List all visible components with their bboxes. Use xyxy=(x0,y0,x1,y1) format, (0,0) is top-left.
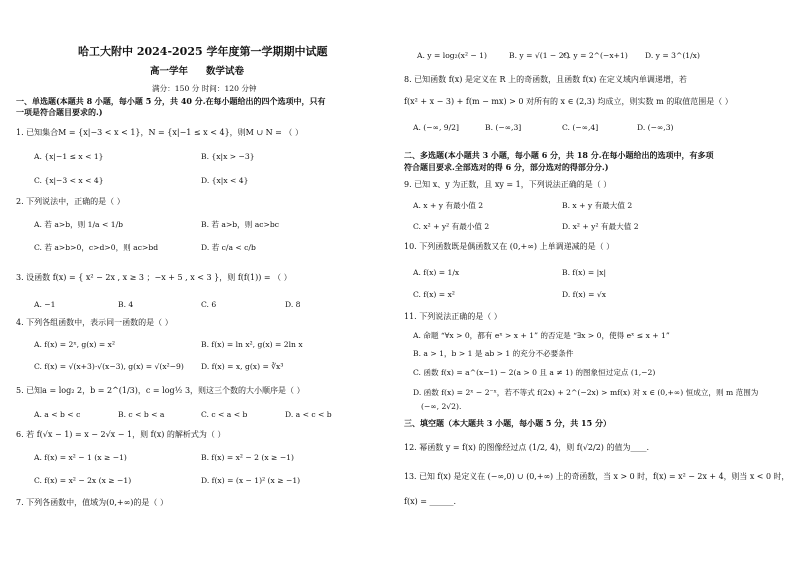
q2-option-a: A. 若 a>b，则 1/a < 1/b xyxy=(34,220,124,229)
exam-title: 哈工大附中 2024-2025 学年度第一学期期中试题 xyxy=(78,45,328,58)
q4-option-d: D. f(x) = x, g(x) = ∛x³ xyxy=(201,362,284,371)
q8-option-d: D. (−∞,3) xyxy=(637,123,674,132)
q6-option-a: A. f(x) = x² − 1 (x ≥ −1) xyxy=(34,453,127,462)
q7-option-b: B. y = √(1 − 2ˣ) xyxy=(509,51,570,60)
q1-stem: 1. 已知集合M = {x|−3 < x < 1}，N = {x|−1 ≤ x < 4}，则M ∪ N = （ ） xyxy=(16,128,303,137)
section3-heading: 三、填空题（本大题共 3 小题，每小题 5 分，共 15 分） xyxy=(404,418,611,428)
q3-stem: 3. 设函数 f(x) = { x² − 2x , x ≥ 3 ；−x + 5 , x < 3 }，则 f(f(1)) = （ ） xyxy=(16,273,292,282)
q8-option-a: A. (−∞, 9/2] xyxy=(413,123,459,132)
exam-meta: 满分：150 分 时间：120 分钟 xyxy=(152,84,257,93)
q9-option-d: D. x² + y² 有最大值 2 xyxy=(562,222,639,231)
q7-stem: 7. 下列各函数中，值域为(0,+∞)的是（ ） xyxy=(16,498,168,507)
section1-heading-cont: 一项是符合题目要求的.) xyxy=(16,107,103,117)
q11-option-d: D. 函数 f(x) = 2ˣ − 2⁻ˣ，若不等式 f(2x) + 2^(−2x) > mf(x) 对 x ∈ (0,+∞) 恒成立，则 m 范围为 xyxy=(413,388,759,397)
q8-stem-cont: f(x² + x − 3) + f(m − mx) > 0 对所有的 x ∈ (2,3) 均成立，则实数 m 的取值范围是（ ） xyxy=(404,97,733,106)
q7-option-a: A. y = log₂(x² − 1) xyxy=(417,51,487,60)
q8-stem: 8. 已知函数 f(x) 是定义在 R 上的奇函数，且函数 f(x) 在定义域内单调递增，若 xyxy=(404,75,687,84)
q1-option-a: A. {x|−1 ≤ x < 1} xyxy=(34,152,104,161)
section2-heading-cont: 符合题目要求.全部选对的得 6 分，部分选对的得部分分.) xyxy=(404,162,609,172)
q9-option-a: A. x + y 有最小值 2 xyxy=(413,201,484,210)
q4-option-a: A. f(x) = 2ˣ, g(x) = x² xyxy=(34,340,115,349)
q8-option-c: C. (−∞,4] xyxy=(562,123,599,132)
q10-stem: 10. 下列函数既是偶函数又在 (0,+∞) 上单调递减的是（ ） xyxy=(404,242,615,251)
q3-option-c: C. 6 xyxy=(201,300,217,309)
q5-option-d: D. a < c < b xyxy=(285,410,332,419)
section2-heading: 二、多选题(本小题共 3 小题，每小题 6 分，共 18 分.在每小题给出的选项中，有多项 xyxy=(404,150,714,160)
q9-stem: 9. 已知 x、y 为正数，且 xy = 1，下列说法正确的是（ ） xyxy=(404,180,612,189)
q10-option-c: C. f(x) = x² xyxy=(413,290,455,299)
q2-option-c: C. 若 a>b>0，c>d>0，则 ac>bd xyxy=(34,243,159,252)
q6-option-b: B. f(x) = x² − 2 (x ≥ −1) xyxy=(201,453,294,462)
subject-label: 数学试卷 xyxy=(206,66,245,77)
q1-option-c: C. {x|−3 < x < 4} xyxy=(34,176,104,185)
q5-stem: 5. 已知a = log₂ 2，b = 2^(1/3)，c = log½ 3，则这三个数的大小顺序是（ ） xyxy=(16,386,305,395)
q2-stem: 2. 下列说法中，正确的是（ ） xyxy=(16,197,125,206)
q5-option-c: C. c < a < b xyxy=(201,410,248,419)
q4-option-c: C. f(x) = √(x+3)·√(x−3), g(x) = √(x²−9) xyxy=(34,362,184,371)
q13-answer-line: f(x) = ______. xyxy=(404,497,457,506)
q11-option-d-cont: (−∞, 2√2). xyxy=(421,402,462,411)
q10-option-a: A. f(x) = 1/x xyxy=(413,268,460,277)
section1-heading: 一、单选题(本题共 8 小题，每小题 5 分，共 40 分.在每小题给出的四个选项中，只有 xyxy=(16,96,326,106)
q4-option-b: B. f(x) = ln x², g(x) = 2ln x xyxy=(201,340,303,349)
q10-option-b: B. f(x) = |x| xyxy=(562,268,607,277)
q3-option-a: A. −1 xyxy=(34,300,56,309)
q6-stem: 6. 若 f(√x − 1) = x − 2√x − 1，则 f(x) 的解析式为（ ） xyxy=(16,430,226,439)
grade-label: 高一学年 xyxy=(150,66,189,77)
right-column xyxy=(397,0,794,561)
q9-option-c: C. x² + y² 有最小值 2 xyxy=(413,222,490,231)
q11-stem: 11. 下列说法正确的是（ ） xyxy=(404,312,502,321)
q5-option-a: A. a < b < c xyxy=(34,410,81,419)
q11-option-a: A. 命题 “∀x > 0，都有 eˣ > x + 1” 的否定是 “∃x > 0，使得 eˣ ≤ x + 1” xyxy=(413,331,670,340)
q11-option-c: C. 函数 f(x) = a^(x−1) − 2(a > 0 且 a ≠ 1) 的图象恒过定点 (1,−2) xyxy=(413,368,656,377)
q7-option-d: D. y = 3^(1/x) xyxy=(645,51,700,60)
q2-option-d: D. 若 c/a < c/b xyxy=(201,243,256,252)
q3-option-b: B. 4 xyxy=(118,300,134,309)
q8-option-b: B. (−∞,3] xyxy=(485,123,522,132)
q1-option-d: D. {x|x < 4} xyxy=(201,176,249,185)
q10-option-d: D. f(x) = √x xyxy=(562,290,606,299)
q6-option-d: D. f(x) = (x − 1)² (x ≥ −1) xyxy=(201,476,301,485)
q13-stem: 13. 已知 f(x) 是定义在 (−∞,0) ∪ (0,+∞) 上的奇函数，当 x > 0 时，f(x) = x² − 2x + 4，则当 x < 0 时， xyxy=(404,472,790,481)
q2-option-b: B. 若 a>b，则 ac>bc xyxy=(201,220,280,229)
q7-option-c: C. y = 2^(−x+1) xyxy=(563,51,628,60)
q4-stem: 4. 下列各组函数中，表示同一函数的是（ ） xyxy=(16,318,173,327)
q1-option-b: B. {x|x > −3} xyxy=(201,152,255,161)
q6-option-c: C. f(x) = x² − 2x (x ≥ −1) xyxy=(34,476,132,485)
q3-option-d: D. 8 xyxy=(285,300,301,309)
q9-option-b: B. x + y 有最大值 2 xyxy=(562,201,633,210)
q12-stem: 12. 幂函数 y = f(x) 的图像经过点 (1/2, 4)，则 f(√2/2) 的值为____. xyxy=(404,443,650,452)
q11-option-b: B. a > 1，b > 1 是 ab > 1 的充分不必要条件 xyxy=(413,349,574,358)
q5-option-b: B. c < b < a xyxy=(118,410,165,419)
